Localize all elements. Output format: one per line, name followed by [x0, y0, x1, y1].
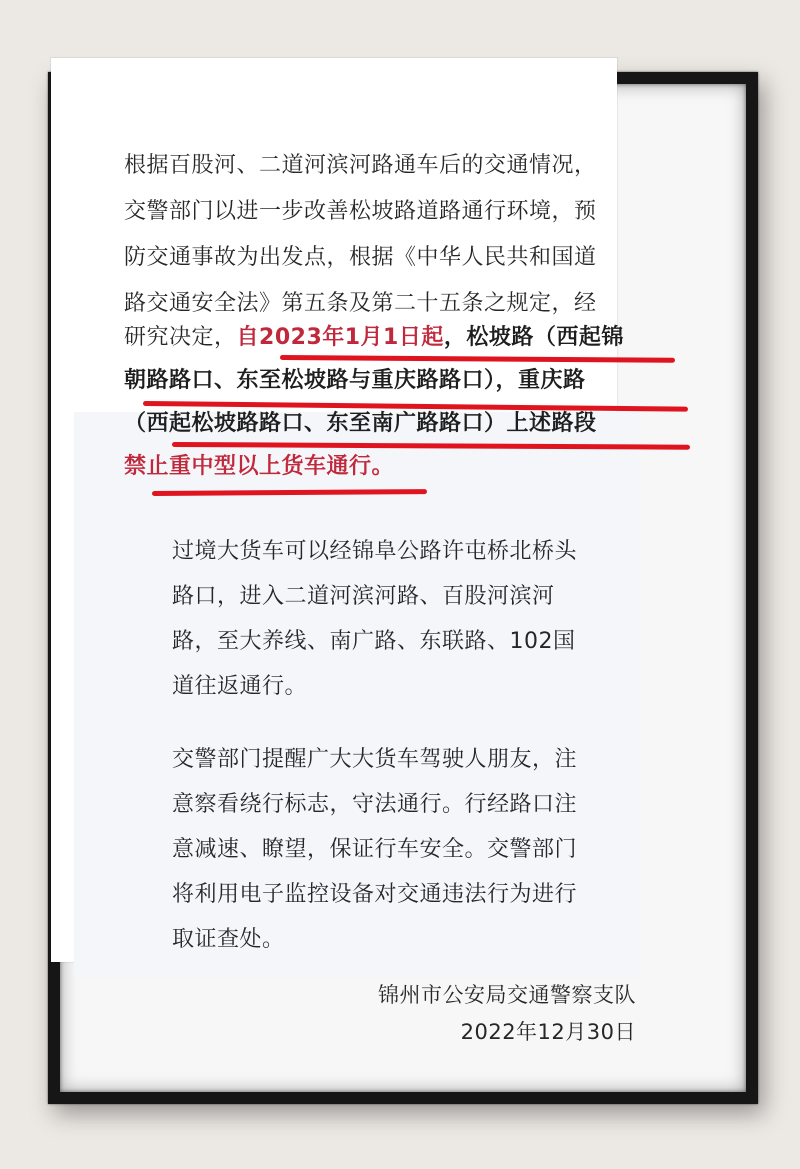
para3-line-2: 意察看绕行标志，守法通行。行经路口注 — [172, 792, 578, 817]
para3-line-4: 将利用电子监控设备对交通违法行为进行 — [172, 882, 578, 907]
para3-line-5: 取证查处。 — [172, 927, 285, 952]
para2-line-3: 路，至大养线、南广路、东联路、102国 — [172, 629, 576, 654]
road-range-text: ，松坡路（西起锦 — [443, 325, 624, 350]
para3-line-1: 交警部门提醒广大大货车驾驶人朋友，注 — [172, 747, 578, 772]
para1-line-4: 路交通安全法》第五条及第二十五条之规定，经 — [124, 291, 597, 316]
issue-date: 2022年12月30日 — [460, 1020, 636, 1044]
para2-line-1: 过境大货车可以经锦阜公路许屯桥北桥头 — [172, 539, 578, 564]
para1-line-2: 交警部门以进一步改善松坡路道路通行环境，预 — [124, 199, 597, 224]
para1-line-1: 根据百股河、二道河滨河路通车后的交通情况， — [124, 153, 597, 178]
para1-line-6: 朝路路口、东至松坡路与重庆路路口），重庆路 — [124, 368, 586, 393]
para2-line-4: 道往返通行。 — [172, 674, 308, 699]
para3-line-3: 意减速、瞭望，保证行车安全。交警部门 — [172, 837, 578, 862]
para1-line-7: （西起松坡路路口、东至南广路路口）上述路段 — [124, 411, 597, 436]
effective-date-text: 自2023年1月1日起 — [236, 325, 444, 350]
para1-line-5-plain: 研究决定， — [124, 325, 237, 350]
issuer-signature: 锦州市公安局交通警察支队 — [378, 983, 636, 1007]
para2-line-2: 路口，进入二道河滨河路、百股河滨河 — [172, 584, 555, 609]
para1-line-3: 防交通事故为出发点，根据《中华人民共和国道 — [124, 245, 597, 270]
para1-line-5 — [124, 323, 624, 353]
truck-ban-text: 禁止重中型以上货车通行。 — [124, 454, 395, 479]
